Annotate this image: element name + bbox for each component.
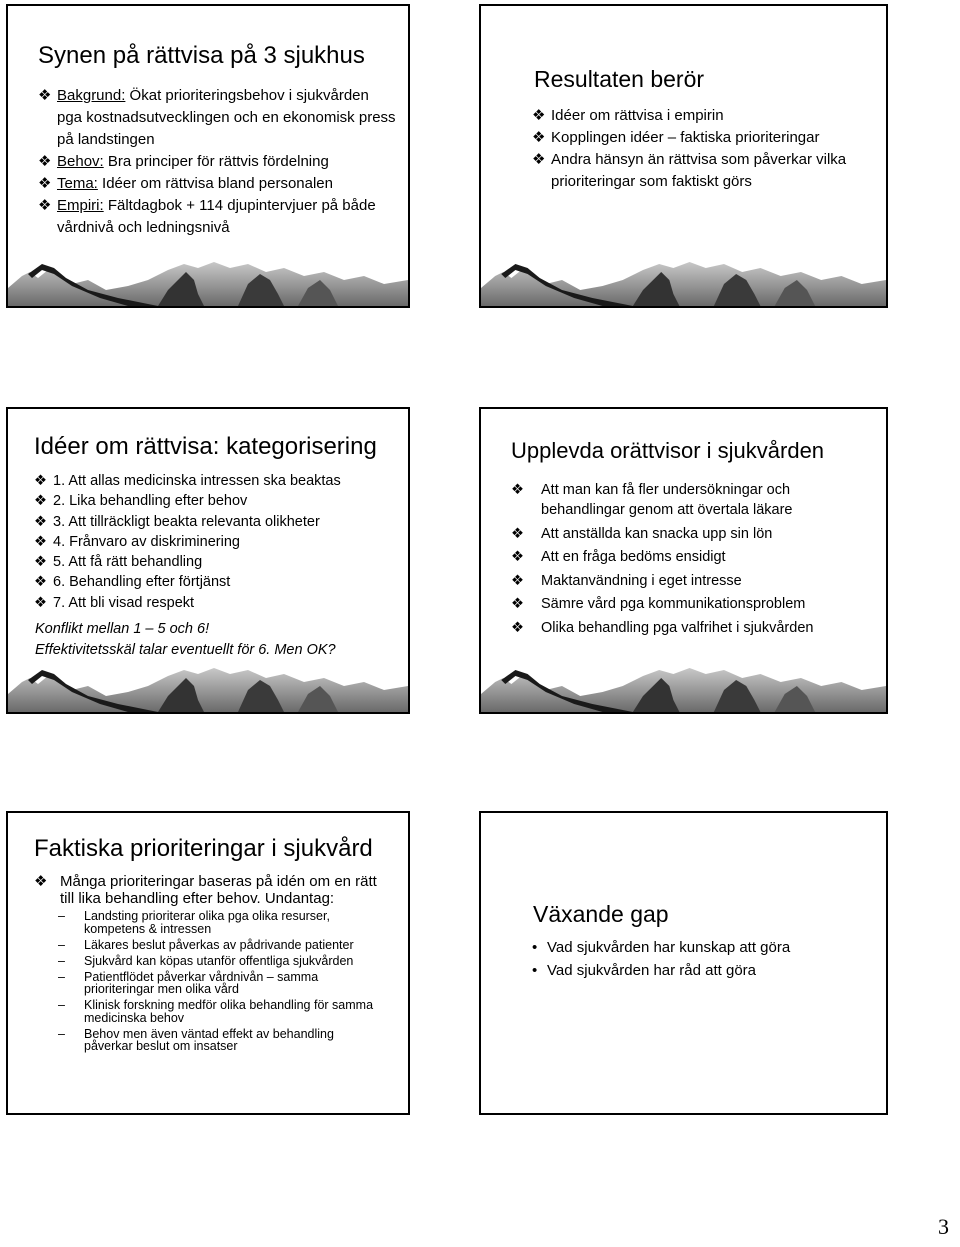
mountain-illustration <box>8 250 408 306</box>
diamond-bullet-icon: ❖ <box>511 549 524 565</box>
list-item: – Klinisk forskning medför olika behandling för samma medicinska behov <box>58 998 374 1025</box>
note-text: Effektivitetsskäl talar eventuellt för 6. Men OK? <box>35 642 336 658</box>
list-item: – Behov men även väntad effekt av behandling påverkar beslut om insatser <box>58 1026 334 1053</box>
diamond-bullet-icon: ❖ <box>34 473 47 489</box>
lead-item: ❖ Många prioriteringar baseras på idén om en rätt till lika behandling efter behov. Undantag: <box>34 873 377 907</box>
list-item: ❖ 7. Att bli visad respekt <box>34 593 394 613</box>
diamond-bullet-icon: ❖ <box>34 513 47 530</box>
item-text: Fältdagbok + 114 djupintervjuer på både vårdnivå och ledningsnivå <box>57 197 376 236</box>
slide-1 <box>6 4 410 308</box>
list-item <box>38 85 398 151</box>
slide-title: Faktiska prioriteringar i sjukvård <box>34 835 373 862</box>
diamond-bullet-icon: ❖ <box>34 533 47 550</box>
item-text: Ökat prioriteringsbehov i sjukvården pga kostnadsutvecklingen och en ekonomisk press på landstingen <box>57 87 396 148</box>
slide-3 <box>6 407 410 714</box>
diamond-bullet-icon: ❖ <box>532 151 546 168</box>
list-item: ❖ Sämre vård pga kommunikationsproblem <box>511 596 806 612</box>
dash-bullet: – <box>58 953 65 968</box>
list-item: ❖ Olika behandling pga valfrihet i sjukvården <box>511 619 814 636</box>
mountain-illustration <box>8 656 408 712</box>
dash-bullet: – <box>58 937 65 952</box>
list-item: – Sjukvård kan köpas utanför offentliga sjukvården <box>58 953 354 968</box>
bullet-list <box>34 471 394 613</box>
list-item: ❖ Att anställda kan snacka upp sin lön <box>511 525 773 542</box>
list-item: ❖ Andra hänsyn än rättvisa som påverkar vilka prioriteringar som faktiskt görs <box>532 151 847 190</box>
diamond-bullet-icon: ❖ <box>38 87 52 104</box>
slide-5 <box>6 811 410 1115</box>
bullet-list <box>511 480 871 641</box>
list-item: ❖ 1. Att allas medicinska intressen ska beaktas <box>34 471 394 491</box>
bullet-list <box>532 937 872 983</box>
item-label: Tema: <box>57 175 98 192</box>
diamond-bullet-icon: ❖ <box>38 175 52 192</box>
slide-title: Resultaten berör <box>534 66 705 92</box>
slide-title: Synen på rättvisa på 3 sjukhus <box>38 42 365 69</box>
diamond-bullet-icon: ❖ <box>34 554 47 571</box>
slide-4 <box>479 407 888 714</box>
slide-6 <box>479 811 888 1115</box>
diamond-bullet-icon: ❖ <box>532 129 546 146</box>
list-item: ❖ Idéer om rättvisa i empirin <box>532 105 882 127</box>
item-label: Behov: <box>57 153 104 170</box>
diamond-bullet-icon: ❖ <box>34 873 48 890</box>
diamond-bullet-icon: ❖ <box>38 197 52 214</box>
diamond-bullet-icon: ❖ <box>511 596 524 612</box>
mountain-illustration <box>481 250 886 306</box>
diamond-bullet-icon: ❖ <box>511 619 524 636</box>
list-item: ❖ 3. Att tillräckligt beakta relevanta olikheter <box>34 512 394 532</box>
diamond-bullet-icon: ❖ <box>34 594 47 611</box>
diamond-bullet-icon: ❖ <box>34 493 47 510</box>
list-item: ❖ 2. Lika behandling efter behov <box>34 491 394 511</box>
item-label: Bakgrund: <box>57 87 126 104</box>
list-item: • Vad sjukvården har råd att göra <box>532 962 757 979</box>
list-item: – Patientflödet påverkar vårdnivån – samma prioriteringar men olika vård <box>58 969 319 996</box>
sub-list <box>58 910 378 1056</box>
list-item: ❖ Att man kan få fler undersökningar och behandlingar genom att övertala läkare <box>511 482 793 518</box>
list-item: ❖ Kopplingen idéer – faktiska prioriteringar <box>532 127 882 149</box>
diamond-bullet-icon: ❖ <box>511 572 524 589</box>
diamond-bullet-icon: ❖ <box>38 153 52 170</box>
dash-bullet: – <box>58 969 65 984</box>
list-item: ❖ 4. Frånvaro av diskriminering <box>34 532 394 552</box>
diamond-bullet-icon: ❖ <box>34 574 47 591</box>
diamond-bullet-icon: ❖ <box>511 525 524 542</box>
dash-bullet: – <box>58 1026 65 1041</box>
item-text: Bra principer för rättvis fördelning <box>103 153 329 170</box>
dash-bullet: – <box>58 998 65 1012</box>
list-item: • Vad sjukvården har kunskap att göra <box>532 939 791 956</box>
list-item <box>38 195 398 239</box>
dash-bullet: – <box>58 909 65 923</box>
dot-bullet-icon: • <box>532 939 538 956</box>
mountain-illustration <box>481 656 886 712</box>
list-item: – Läkares beslut påverkas av pådrivande patienter <box>58 937 354 952</box>
slide-title: Idéer om rättvisa: kategorisering <box>34 433 377 460</box>
diamond-bullet-icon: ❖ <box>511 482 524 498</box>
note-text: Konflikt mellan 1 – 5 och 6! <box>35 621 210 637</box>
diamond-bullet-icon: ❖ <box>532 107 546 124</box>
list-item: – Landsting prioriterar olika pga olika resurser, kompetens & intressen <box>58 909 330 936</box>
list-item: ❖ 6. Behandling efter förtjänst <box>34 572 394 592</box>
slide-title: Upplevda orättvisor i sjukvården <box>511 438 825 463</box>
page-number: 3 <box>938 1214 949 1239</box>
slide-2 <box>479 4 888 308</box>
list-item: ❖ Maktanvändning i eget intresse <box>511 572 742 589</box>
list-item <box>38 173 398 195</box>
item-text: Idéer om rättvisa bland personalen <box>97 175 333 192</box>
item-label: Empiri: <box>57 197 104 214</box>
list-item <box>38 151 398 173</box>
bullet-list <box>532 105 882 193</box>
list-item: ❖ Att en fråga bedöms ensidigt <box>511 549 726 565</box>
slide-title: Växande gap <box>533 901 669 927</box>
bullet-list <box>38 85 398 239</box>
list-item: ❖ 5. Att få rätt behandling <box>34 552 394 572</box>
dot-bullet-icon: • <box>532 962 538 979</box>
